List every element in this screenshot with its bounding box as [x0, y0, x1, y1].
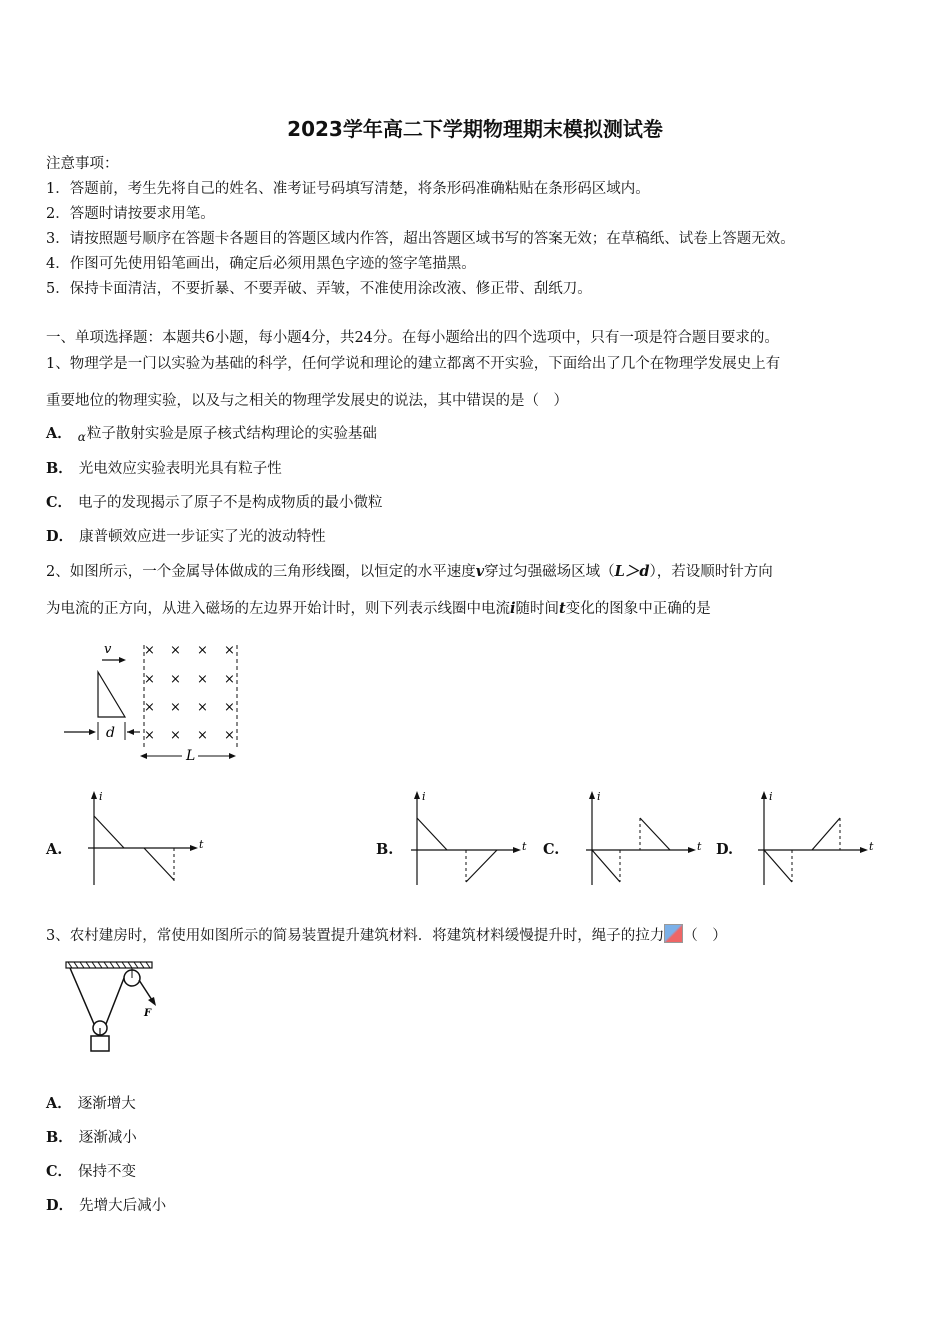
q3-option-b: [46, 1126, 137, 1147]
option-text: 保持不变: [78, 1164, 137, 1180]
velocity-label: v: [104, 642, 112, 657]
field-cross: ×: [170, 728, 181, 743]
notice-heading: 注意事项：: [46, 156, 119, 172]
page-title: 2023学年高二下学期物理期末模拟测试卷: [287, 117, 663, 141]
q2-graph-c: [580, 788, 710, 888]
option-text: 逐渐增大: [77, 1096, 136, 1112]
q1-option-d: [46, 525, 326, 546]
axis-i-label: i: [99, 790, 103, 803]
field-cross: ×: [170, 672, 181, 687]
option-label: A．: [46, 425, 72, 442]
q3-option-d: [46, 1194, 166, 1215]
notice-item: 5．保持卡面清洁，不要折暴、不要弄破、弄皱，不准使用涂改液、修正带、刮纸刀。: [46, 281, 592, 297]
axis-i-label: i: [769, 790, 773, 803]
field-cross: ×: [197, 672, 208, 687]
axis-t-label: t: [199, 838, 204, 851]
q3-stem-text: 3、农村建房时，常使用如图所示的简易装置提升建筑材料．将建筑材料缓慢提升时，绳子的拉力: [46, 928, 665, 944]
q3-pulley-figure: [60, 958, 170, 1058]
field-cross: ×: [224, 643, 235, 658]
L-arrowhead-right: [229, 753, 236, 759]
axis-t-label: t: [697, 840, 702, 853]
q2-var-i: i: [510, 600, 516, 617]
q3-option-a: [46, 1092, 136, 1113]
option-label: A．: [46, 1095, 72, 1112]
axis-i-label: i: [422, 790, 426, 803]
q1-option-a: [46, 422, 377, 444]
q2-text: 随时间: [515, 601, 560, 617]
option-text: 逐渐减小: [78, 1130, 137, 1146]
rope-pull: [139, 980, 152, 1000]
q1-option-b: [46, 457, 282, 478]
q2-option-b-label: B.: [376, 841, 394, 858]
option-label: B．: [46, 460, 73, 477]
option-text: 电子的发现揭示了原子不是构成物质的最小微粒: [78, 495, 383, 511]
alpha-symbol: α: [77, 430, 86, 444]
field-cross: ×: [144, 728, 155, 743]
q2-text: ），若设顺时针方向: [649, 564, 773, 580]
option-text: 康普顿效应进一步证实了光的波动特性: [79, 529, 326, 545]
option-label: B．: [46, 1129, 73, 1146]
field-cross: ×: [144, 643, 155, 658]
velocity-arrowhead: [119, 657, 126, 663]
L-arrowhead-left: [140, 753, 147, 759]
q2-stem-line2: [46, 597, 711, 618]
field-cross: ×: [224, 700, 235, 715]
field-symbols: [144, 643, 235, 743]
q2-text: 穿过匀强磁场区域（: [484, 564, 615, 580]
q1-option-c: [46, 491, 383, 512]
q2-var-v: v: [475, 563, 485, 580]
q2-var-t: t: [559, 600, 566, 617]
q2-text: 变化的图象中正确的是: [565, 601, 711, 617]
field-cross: ×: [224, 672, 235, 687]
notice-item: 4．作图可先使用铅笔画出，确定后必须用黑色字迹的签字笔描黑。: [46, 256, 476, 272]
q3-option-c: [46, 1160, 136, 1181]
rope-left: [70, 968, 94, 1024]
q3-paren: （ ）: [683, 928, 727, 944]
d-label: d: [106, 725, 115, 741]
field-cross: ×: [144, 672, 155, 687]
q1-stem-line1: 1、物理学是一门以实验为基础的科学，任何学说和理论的建立都离不开实验，下面给出了几个在物理学发展史上有: [46, 356, 781, 372]
q2-text: 为电流的正方向，从进入磁场的左边界开始计时，则下列表示线圈中电流: [46, 601, 510, 617]
option-label: D．: [46, 1197, 74, 1214]
L-label: L: [186, 748, 196, 764]
field-cross: ×: [197, 700, 208, 715]
field-cross: ×: [144, 700, 155, 715]
notice-item: 3．请按照题号顺序在答题卡各题目的答题区域内作答，超出答题区域书写的答案无效；在草稿纸、试卷上答题无效。: [46, 231, 795, 247]
force-arrowhead: [148, 997, 156, 1006]
option-text: 粒子散射实验是原子核式结构理论的实验基础: [86, 426, 377, 442]
q2-option-c-label: C.: [543, 841, 560, 858]
rope-middle: [106, 978, 124, 1024]
q3-stem: [46, 924, 727, 945]
q2-condition: L＞d: [614, 563, 650, 580]
field-cross: ×: [170, 643, 181, 658]
axis-t-label: t: [522, 840, 527, 853]
option-text: 光电效应实验表明光具有粒子性: [78, 461, 282, 477]
axis-t-label: t: [869, 840, 874, 853]
load-box: [91, 1036, 109, 1051]
q2-graph-a: [82, 788, 212, 888]
d-arrowhead-left: [89, 729, 96, 735]
section-heading: 一、单项选择题：本题共6小题，每小题4分，共24分。在每小题给出的四个选项中，只有一项是符合题目要求的。: [46, 330, 779, 346]
option-text: 先增大后减小: [79, 1198, 167, 1214]
q2-graph-b: [405, 788, 535, 888]
ceiling-beam: [66, 962, 152, 968]
q2-option-d-label: D.: [716, 841, 734, 858]
option-label: C．: [46, 494, 73, 511]
q1-stem-line2: 重要地位的物理实验，以及与之相关的物理学发展史的说法，其中错误的是（ ）: [46, 393, 568, 409]
field-cross: ×: [197, 643, 208, 658]
q2-stem-line1: [46, 560, 773, 581]
axis-i-label: i: [597, 790, 601, 803]
field-cross: ×: [170, 700, 181, 715]
q2-text: 2、如图所示，一个金属导体做成的三角形线圈，以恒定的水平速度: [46, 564, 476, 580]
option-label: D．: [46, 528, 74, 545]
notice-item: 1．答题前，考生先将自己的姓名、准考证号码填写清楚，将条形码准确粘贴在条形码区域内。: [46, 181, 650, 197]
q2-field-figure: [60, 640, 250, 765]
field-cross: ×: [197, 728, 208, 743]
triangle-coil: [98, 672, 125, 717]
q2-graph-d: [752, 788, 882, 888]
field-cross: ×: [224, 728, 235, 743]
force-label: F: [144, 1008, 152, 1019]
broken-image-icon: [664, 924, 683, 943]
q2-option-a-label: A.: [46, 841, 63, 858]
notice-item: 2．答题时请按要求用笔。: [46, 206, 215, 222]
option-label: C．: [46, 1163, 73, 1180]
